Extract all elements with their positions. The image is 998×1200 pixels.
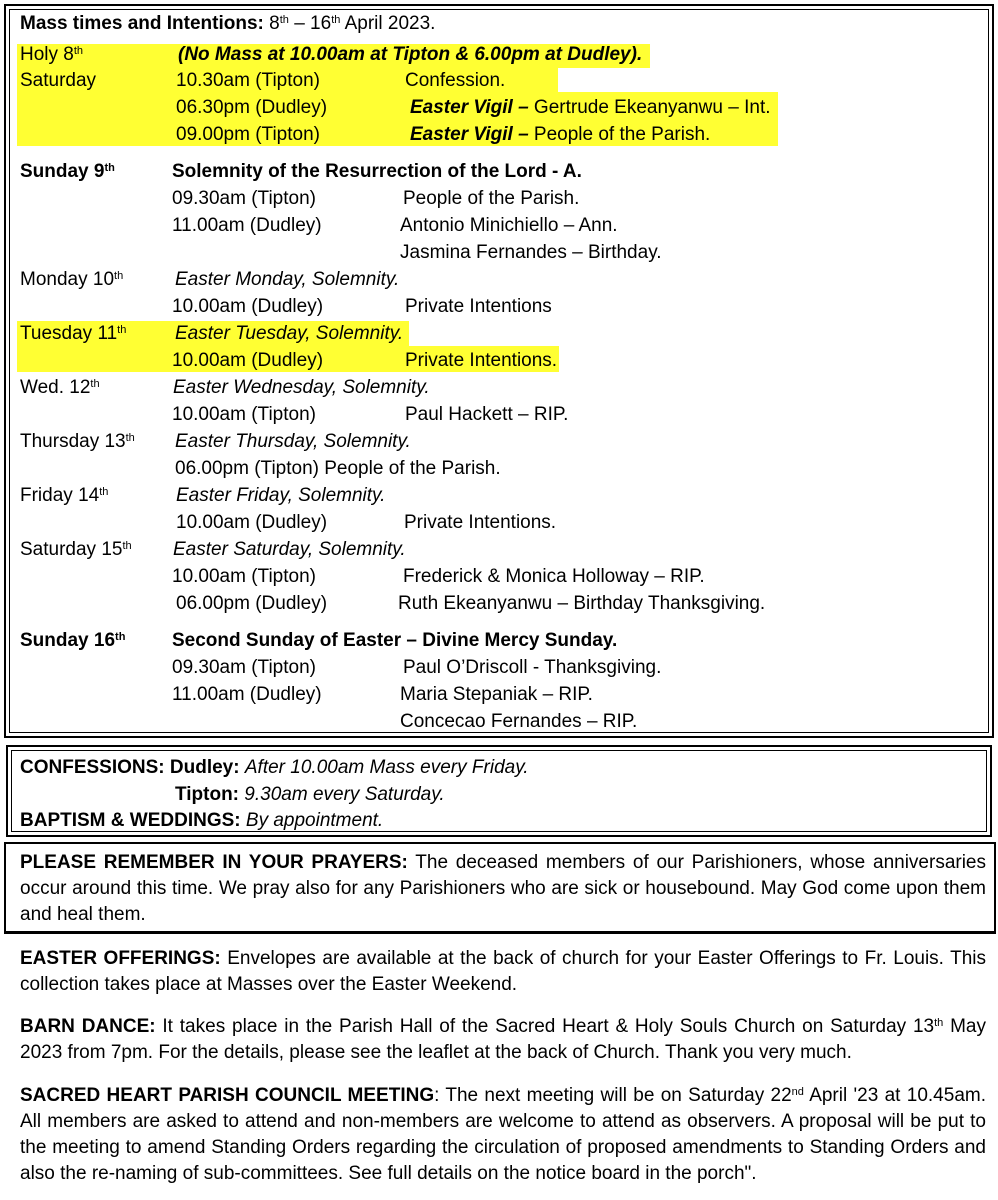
holy-saturday-note: (No Mass at 10.00am at Tipton & 6.00pm at Dudley). — [178, 44, 643, 65]
day-sunday-16: Sunday 16th — [20, 630, 126, 651]
confessions-tipton-line — [175, 783, 445, 807]
mass-intention: Paul O’Driscoll - Thanksgiving. — [403, 657, 662, 678]
prayers-paragraph — [20, 850, 986, 928]
baptism-label: BAPTISM & WEDDINGS: — [20, 810, 241, 831]
feast-title: Easter Monday, Solemnity. — [175, 269, 400, 290]
mass-intention: Jasmina Fernandes – Birthday. — [400, 242, 662, 263]
mass-intention: Maria Stepaniak – RIP. — [400, 684, 593, 705]
mass-intention: Antonio Minichiello – Ann. — [400, 215, 618, 236]
barn-dance-paragraph: BARN DANCE: It takes place in the Parish Hall of the Sacred Heart & Holy Souls Church on Saturday 13th May 2023 from 7pm. For the details, please see the leaflet at the back of Church. Thank you very much. — [20, 1016, 986, 1063]
feast-title: Easter Tuesday, Solemnity. — [175, 323, 404, 344]
mass-intention: Ruth Ekeanyanwu – Birthday Thanksgiving. — [398, 593, 766, 614]
day-holy-saturday: Holy 8th — [20, 44, 84, 65]
feast-title: Easter Wednesday, Solemnity. — [173, 377, 430, 398]
mass-intention: People of the Parish. — [403, 188, 580, 209]
mass-intention: Private Intentions — [405, 296, 552, 317]
day-monday-10: Monday 10th — [20, 269, 124, 290]
day-friday-14: Friday 14th — [20, 485, 109, 506]
baptism-line — [20, 809, 383, 833]
mass-time: 10.00am (Dudley) — [172, 296, 324, 317]
day-holy-saturday-2: Saturday — [20, 70, 97, 91]
confessions-label: CONFESSIONS: — [20, 757, 165, 778]
feast-title: Easter Thursday, Solemnity. — [175, 431, 411, 452]
confessions-dudley-label: Dudley: — [169, 757, 240, 778]
feast-title: Solemnity of the Resurrection of the Lord - A. — [172, 161, 582, 182]
mass-time: 06.00pm (Dudley) — [176, 593, 328, 614]
mass-time: 09.00pm (Tipton) — [176, 124, 320, 145]
mass-time: 10.00am (Tipton) — [172, 404, 316, 425]
mass-time: 09.30am (Tipton) — [172, 188, 316, 209]
mass-intention: Easter Vigil – Gertrude Ekeanyanwu – Int. — [410, 97, 771, 118]
day-saturday-15: Saturday 15th — [20, 539, 132, 560]
day-sunday-9: Sunday 9th — [20, 161, 115, 182]
mass-time: 11.00am (Dudley) — [172, 684, 322, 705]
mass-intention: Private Intentions. — [405, 350, 558, 371]
mass-line: 06.00pm (Tipton) People of the Parish. — [175, 458, 501, 479]
mass-time: 10.30am (Tipton) — [176, 70, 320, 91]
easter-offerings-label: EASTER OFFERINGS: — [20, 948, 221, 969]
mass-intention: Frederick & Monica Holloway – RIP. — [403, 566, 705, 587]
baptism-text: By appointment. — [245, 810, 384, 831]
easter-offerings-text: Envelopes are available at the back of church for your Easter Offerings to Fr. Louis. This collection takes place at Masses over the Easter Weekend. — [20, 948, 986, 995]
day-tuesday-11: Tuesday 11th — [20, 323, 127, 344]
confessions-tipton-text: 9.30am every Saturday. — [244, 784, 445, 805]
easter-offerings-paragraph — [20, 946, 986, 998]
mass-heading-label: Mass times and Intentions: — [20, 13, 264, 34]
barn-dance-label: BARN DANCE: — [20, 1016, 156, 1037]
feast-title: Easter Friday, Solemnity. — [176, 485, 386, 506]
mass-intention: Easter Vigil – People of the Parish. — [410, 124, 711, 145]
prayers-label: PLEASE REMEMBER IN YOUR PRAYERS: — [20, 852, 408, 873]
mass-time: 11.00am (Dudley) — [172, 215, 322, 236]
council-label: SACRED HEART PARISH COUNCIL MEETING — [20, 1085, 435, 1106]
confessions-dudley-line — [20, 756, 529, 780]
mass-heading — [20, 12, 435, 36]
confessions-dudley-text: After 10.00am Mass every Friday. — [244, 757, 529, 778]
mass-heading-range: 8th – 16th April 2023. — [269, 13, 436, 34]
confessions-tipton-label: Tipton: — [175, 784, 240, 805]
mass-time: 09.30am (Tipton) — [172, 657, 316, 678]
feast-title: Easter Saturday, Solemnity. — [173, 539, 406, 560]
mass-intention: Private Intentions. — [404, 512, 557, 533]
council-paragraph: SACRED HEART PARISH COUNCIL MEETING: The next meeting will be on Saturday 22nd April '23 at 10.45am. All members are asked to attend and non-members are welcome to attend as observers. A proposal will be put to the meeting to amend Standing Orders regarding the circulation of proposed amendments to Standing Orders and also the re-naming of sub-committees. See full details on the notice board in the porch". — [20, 1085, 986, 1184]
day-wednesday-12: Wed. 12th — [20, 377, 100, 398]
mass-time: 10.00am (Tipton) — [172, 566, 316, 587]
mass-time: 10.00am (Dudley) — [176, 512, 328, 533]
mass-intention: Confession. — [405, 70, 506, 91]
mass-time: 10.00am (Dudley) — [172, 350, 324, 371]
feast-title: Second Sunday of Easter – Divine Mercy Sunday. — [172, 630, 618, 651]
mass-time: 06.30pm (Dudley) — [176, 97, 328, 118]
day-thursday-13: Thursday 13th — [20, 431, 135, 452]
mass-intention: Concecao Fernandes – RIP. — [400, 711, 638, 732]
prayers-text: The deceased members of our Parishioners, whose anniversaries occur around this time. We pray also for any Parishioners who are sick or housebound. May God come upon them and heal them. — [20, 852, 986, 925]
mass-intention: Paul Hackett – RIP. — [405, 404, 569, 425]
